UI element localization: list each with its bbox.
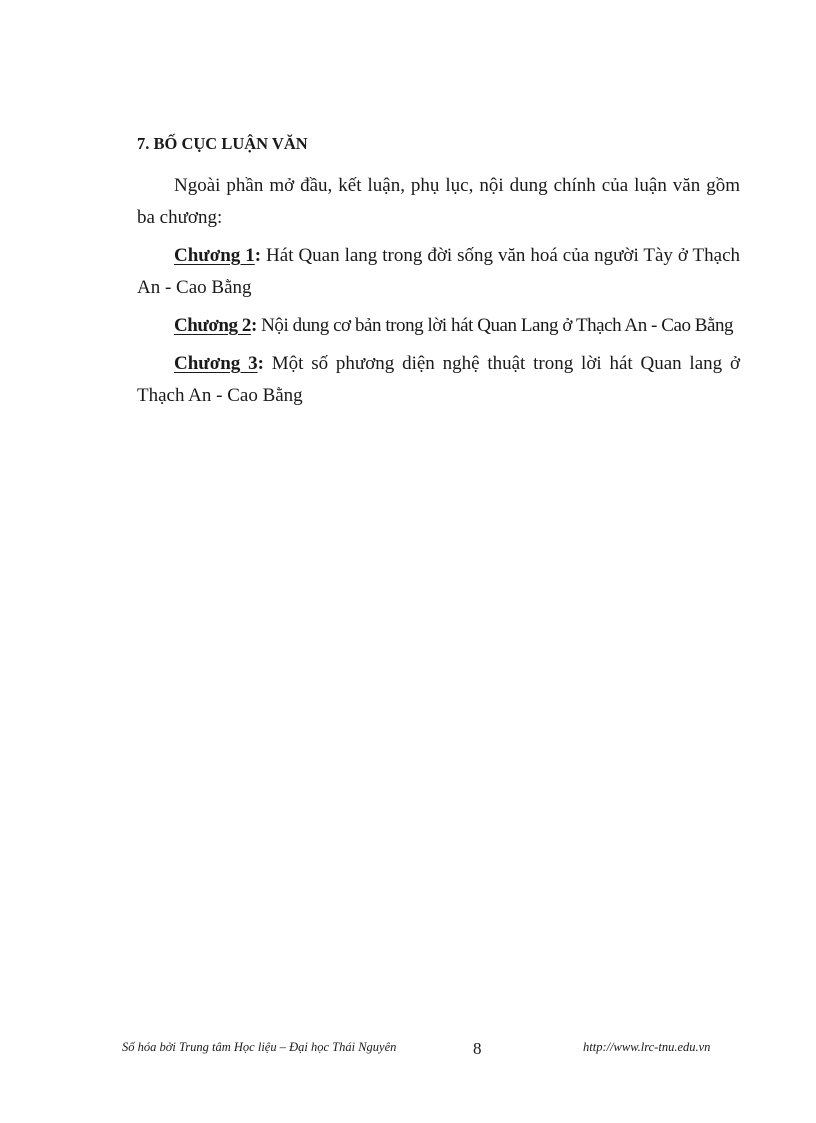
section-heading: 7. BỐ CỤC LUẬN VĂN (137, 134, 308, 153)
chapter-2-label: Chương 2 (174, 315, 251, 336)
chapter-1-text: Hát Quan lang trong đời sống văn hoá của người Tày ở Thạch An - Cao Bằng (137, 245, 740, 298)
chapter-3-colon: : (257, 353, 264, 374)
chapter-3-text: Một số phương diện nghệ thuật trong lời hát Quan lang ở Thạch An - Cao Bằng (137, 353, 740, 406)
footer-digitized-by: Số hóa bởi Trung tâm Học liệu – Đại học Thái Nguyên (122, 1040, 397, 1054)
intro-paragraph: Ngoài phần mở đầu, kết luận, phụ lục, nội dung chính của luận văn gồm ba chương: (137, 175, 740, 228)
document-body (137, 132, 740, 418)
page-number: 8 (473, 1039, 482, 1058)
chapter-2-text: Nội dung cơ bản trong lời hát Quan Lang ở Thạch An - Cao Bằng (256, 315, 734, 336)
chapter-2-paragraph (137, 310, 740, 342)
chapter-1-paragraph (137, 240, 740, 304)
footer-website-link[interactable]: http://www.lrc-tnu.edu.vn (583, 1040, 711, 1054)
chapter-3-label: Chương 3 (174, 353, 258, 374)
chapter-3-paragraph (137, 348, 740, 412)
page-footer (0, 1038, 816, 1068)
chapter-2-colon: : (250, 315, 257, 336)
chapter-1-colon: : (254, 245, 262, 266)
chapter-1-label: Chương 1 (174, 245, 255, 266)
